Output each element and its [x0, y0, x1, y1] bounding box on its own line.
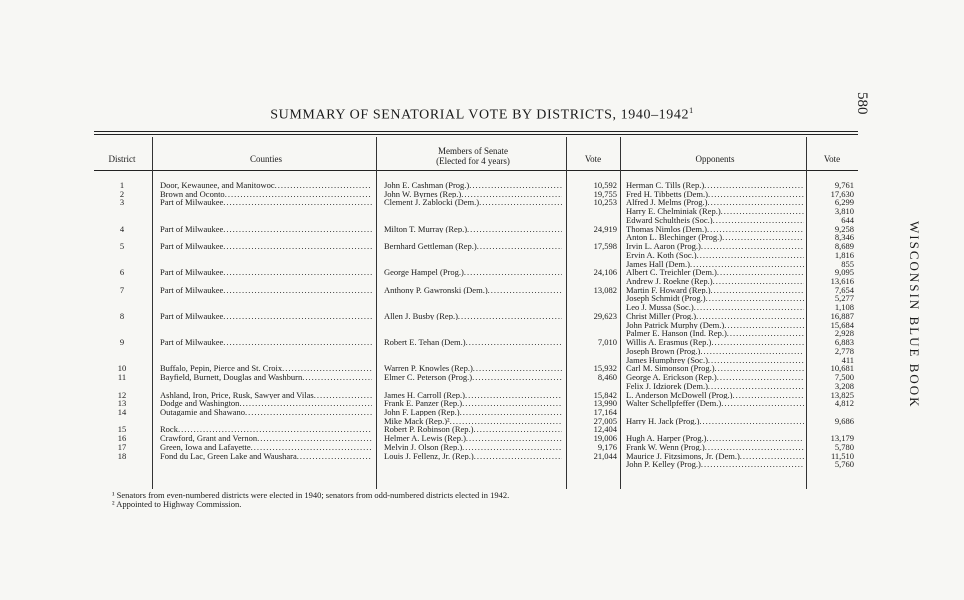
counties-cell-text: Crawford, Grant and Vernon: [160, 434, 258, 443]
counties-cell: [160, 443, 372, 452]
senator-cell: [384, 242, 562, 251]
senator-vote: 19,006: [593, 433, 617, 444]
senator-vote: 12,404: [593, 424, 617, 435]
dot-leader: [474, 452, 562, 461]
senator-vote: 13,082: [593, 284, 617, 295]
dot-leader: [696, 312, 804, 321]
opponent-cell: [626, 356, 804, 365]
counties-cell-text: Outagamie and Shawano: [160, 407, 245, 417]
opponent-cell-text: Albert C. Treichler (Dem.): [626, 268, 717, 277]
header-rule: [94, 170, 858, 171]
column-divider: [152, 137, 153, 489]
senator-cell-text: Allen J. Busby (Rep.): [384, 311, 458, 321]
dot-leader: [461, 190, 562, 199]
opponent-cell-text: Joseph Brown (Prog.): [626, 346, 701, 356]
district-number: 13: [117, 398, 127, 409]
dot-leader: [717, 373, 804, 382]
opponent-cell-text: Anton L. Blechinger (Prog.): [626, 233, 723, 242]
opponent-cell-text: Alfred J. Melms (Prog.): [626, 198, 708, 207]
opponent-cell-text: George A. Erickson (Rep.): [626, 373, 717, 382]
dot-leader: [223, 312, 372, 321]
dot-leader: [479, 198, 562, 207]
opponent-cell-text: Willis A. Erasmus (Rep.): [626, 338, 712, 347]
counties-cell: [160, 408, 372, 417]
counties-cell-text: Door, Kewaunee, and Manitowoc: [160, 181, 275, 190]
opponent-vote: 15,684: [830, 319, 854, 330]
senator-cell-text: James H. Carroll (Rep.): [384, 390, 465, 400]
senator-cell-text: Melvin J. Olson (Rep.): [384, 442, 463, 452]
senator-vote: 8,460: [597, 372, 617, 383]
opponent-cell: [626, 399, 804, 408]
dot-leader: [722, 233, 804, 242]
senator-vote: 10,253: [593, 197, 617, 208]
dot-leader: [450, 417, 562, 426]
district-number: 16: [117, 433, 127, 444]
dot-leader: [707, 434, 805, 443]
district-number: 17: [117, 441, 127, 452]
opponent-vote: 2,928: [834, 328, 854, 339]
counties-cell: [160, 268, 372, 277]
counties-cell-text: Part of Milwaukee: [160, 224, 224, 234]
opponent-cell: [626, 181, 804, 190]
senator-cell: [384, 364, 562, 373]
opponent-vote: 17,630: [830, 188, 854, 199]
opponent-cell: [626, 207, 804, 216]
senator-cell-text: Elmer C. Peterson (Prog.): [384, 373, 473, 382]
senator-vote: 24,919: [593, 223, 617, 234]
opponent-cell-text: Thomas Nimlos (Dem.): [626, 224, 707, 234]
opponent-cell-text: John P. Kelley (Prog.): [626, 460, 701, 469]
dot-leader: [727, 329, 804, 338]
counties-cell: [160, 399, 372, 408]
opponent-vote: 9,095: [834, 267, 854, 278]
senator-cell-text: Robert E. Tehan (Dem.): [384, 338, 466, 347]
dot-leader: [473, 364, 562, 373]
opponent-vote: 5,277: [834, 293, 854, 304]
opponent-cell: [626, 434, 804, 443]
dot-leader: [713, 216, 804, 225]
opponent-cell-text: Ervin A. Koth (Soc.): [626, 250, 697, 260]
counties-cell-text: Dodge and Washington: [160, 399, 240, 408]
senator-vote: 9,176: [597, 441, 617, 452]
opponent-cell: [626, 321, 804, 330]
counties-cell-text: Part of Milwaukee: [160, 311, 224, 321]
dot-leader: [282, 364, 372, 373]
opponent-cell: [626, 225, 804, 234]
counties-cell: [160, 312, 372, 321]
dot-leader: [467, 225, 562, 234]
district-number: 4: [119, 223, 125, 234]
senator-vote: 13,990: [593, 398, 617, 409]
district-number: 7: [119, 284, 125, 295]
title-text: SUMMARY OF SENATORIAL VOTE BY DISTRICTS, 1940–1942: [270, 107, 690, 123]
dot-leader: [488, 286, 562, 295]
counties-cell-text: Part of Milwaukee: [160, 338, 224, 347]
district-number: 6: [119, 267, 125, 278]
dot-leader: [708, 382, 804, 391]
senator-vote: 24,106: [593, 267, 617, 278]
dot-leader: [466, 434, 562, 443]
dot-leader: [251, 443, 372, 452]
dot-leader: [225, 190, 372, 199]
top-rule-2: [94, 134, 858, 135]
opponent-vote: 1,816: [834, 249, 854, 260]
opponent-cell: [626, 303, 804, 312]
counties-cell-text: Part of Milwaukee: [160, 268, 224, 277]
dot-leader: [704, 181, 804, 190]
counties-cell-text: Part of Milwaukee: [160, 285, 224, 295]
footnote-2: ² Appointed to Highway Commission.: [112, 499, 242, 509]
opponent-cell: [626, 329, 804, 338]
senator-cell-text: Bernhard Gettleman (Rep.): [384, 242, 477, 251]
counties-cell-text: Brown and Oconto: [160, 189, 225, 199]
dot-leader: [711, 286, 804, 295]
senator-cell-text: Anthony P. Gawronski (Dem.): [384, 285, 488, 295]
senator-cell-text: Warren P. Knowles (Rep.): [384, 364, 473, 373]
opponent-vote: 644: [841, 214, 854, 225]
dot-leader: [705, 443, 804, 452]
counties-cell: [160, 242, 372, 251]
senator-cell: [384, 286, 562, 295]
opponent-vote: 9,258: [834, 223, 854, 234]
opponent-cell-text: Carl M. Simonson (Prog.): [626, 364, 715, 373]
dot-leader: [464, 268, 562, 277]
dot-leader: [460, 408, 562, 417]
dot-leader: [694, 303, 804, 312]
senator-vote: 19,755: [593, 188, 617, 199]
district-number: 8: [119, 310, 125, 321]
column-divider: [376, 137, 377, 489]
district-number: 15: [117, 424, 127, 435]
opponent-cell: [626, 233, 804, 242]
senator-cell: [384, 268, 562, 277]
dot-leader: [713, 277, 804, 286]
running-side-title: WISCONSIN BLUE BOOK: [907, 221, 922, 409]
senator-vote: 7,010: [597, 337, 617, 348]
dot-leader: [706, 294, 804, 303]
column-divider: [620, 137, 621, 489]
senator-vote: 17,598: [593, 241, 617, 252]
dot-leader: [223, 198, 372, 207]
opponent-cell: [626, 242, 804, 251]
dot-leader: [740, 452, 804, 461]
opponent-vote: 6,883: [834, 337, 854, 348]
header-members-line2: (Elected for 4 years): [436, 156, 510, 166]
opponent-cell: [626, 452, 804, 461]
dot-leader: [699, 417, 804, 426]
dot-leader: [223, 225, 372, 234]
opponent-cell-text: Felix J. Idziorek (Dem.): [626, 381, 708, 391]
opponent-cell-text: Leo J. Mussa (Soc.): [626, 303, 694, 312]
counties-cell-text: Rock: [160, 425, 178, 434]
opponent-cell-text: Fred H. Tibbetts (Dem.): [626, 189, 708, 199]
counties-cell: [160, 181, 372, 190]
senator-cell-text: John E. Cashman (Prog.): [384, 181, 470, 190]
dot-leader: [239, 399, 372, 408]
senator-cell-text: Robert P. Robinson (Rep.): [384, 425, 474, 434]
opponent-vote: 6,299: [834, 197, 854, 208]
opponent-vote: 855: [841, 258, 854, 269]
district-number: 12: [117, 389, 127, 400]
senator-cell: [384, 443, 562, 452]
dot-leader: [690, 260, 804, 269]
opponent-cell: [626, 443, 804, 452]
opponent-cell-text: Palmer E. Hanson (Ind. Rep.): [626, 329, 727, 338]
counties-cell: [160, 286, 372, 295]
counties-cell-text: Fond du Lac, Green Lake and Waushara: [160, 451, 297, 461]
senator-cell-text: Clement J. Zablocki (Dem.): [384, 198, 480, 207]
counties-cell-text: Bayfield, Burnett, Douglas and Washburn: [160, 373, 303, 382]
senator-vote: 15,932: [593, 363, 617, 374]
opponent-cell-text: Joseph Schmidt (Prog.): [626, 294, 706, 303]
opponent-vote: 5,760: [834, 459, 854, 470]
opponent-cell: [626, 373, 804, 382]
senator-cell-text: Louis J. Fellenz, Jr. (Rep.): [384, 451, 474, 461]
header-opponents: Opponents: [695, 154, 735, 164]
dot-leader: [472, 373, 562, 382]
opponent-vote: 2,778: [834, 345, 854, 356]
district-number: 1: [119, 180, 125, 190]
dot-leader: [178, 425, 372, 434]
dot-leader: [314, 391, 372, 400]
opponent-cell: [626, 312, 804, 321]
opponent-cell-text: Harry H. Jack (Prog.): [626, 416, 700, 426]
header-counties: Counties: [249, 154, 282, 164]
opponent-vote: 9,686: [834, 415, 854, 426]
opponent-vote: 16,887: [830, 310, 854, 321]
dot-leader: [697, 251, 804, 260]
senator-cell: [384, 198, 562, 207]
senator-cell-text: John F. Lappen (Rep.): [384, 407, 460, 417]
district-number: 11: [117, 372, 127, 383]
header-members-line1: Members of Senate: [438, 146, 508, 156]
opponent-vote: 8,689: [834, 241, 854, 252]
header-opp-vote: Vote: [823, 154, 841, 164]
senator-vote: 10,592: [593, 180, 617, 190]
dot-leader: [223, 268, 372, 277]
opponent-cell: [626, 294, 804, 303]
counties-cell-text: Part of Milwaukee: [160, 242, 224, 251]
opponent-cell: [626, 417, 804, 426]
counties-cell: [160, 373, 372, 382]
opponent-vote: 8,346: [834, 232, 854, 243]
senator-vote: 17,164: [593, 406, 617, 417]
opponent-vote: 13,616: [830, 276, 854, 287]
opponent-cell-text: Frank W. Wenn (Prog.): [626, 442, 705, 452]
senator-vote: 29,623: [593, 310, 617, 321]
senator-cell: [384, 408, 562, 417]
dot-leader: [474, 425, 563, 434]
page-number: 580: [854, 92, 870, 115]
opponent-cell: [626, 338, 804, 347]
counties-cell-text: Buffalo, Pepin, Pierce and St. Croix: [160, 364, 283, 373]
dot-leader: [223, 242, 372, 251]
dot-leader: [707, 198, 804, 207]
opponent-vote: 4,812: [834, 398, 854, 409]
dot-leader: [257, 434, 372, 443]
dot-leader: [302, 373, 372, 382]
counties-cell: [160, 434, 372, 443]
opponent-cell-text: Andrew J. Roekne (Rep.): [626, 277, 713, 286]
counties-cell: [160, 391, 372, 400]
opponent-vote: 7,500: [834, 372, 854, 383]
counties-cell: [160, 425, 372, 434]
dot-leader: [701, 460, 804, 469]
counties-cell-text: Ashland, Iron, Price, Rusk, Sawyer and Vilas: [160, 390, 314, 400]
dot-leader: [715, 364, 804, 373]
dot-leader: [732, 391, 804, 400]
opponent-vote: 13,179: [830, 433, 854, 444]
counties-cell: [160, 452, 372, 461]
dot-leader: [701, 242, 804, 251]
senator-cell-text: Mike Mack (Rep.)²: [384, 416, 450, 426]
counties-cell: [160, 338, 372, 347]
opponent-cell-text: Christ Miller (Prog.): [626, 311, 697, 321]
dot-leader: [245, 408, 372, 417]
opponent-vote: 10,681: [830, 363, 854, 374]
header-members: [384, 146, 562, 166]
senator-cell: [384, 425, 562, 434]
opponent-cell-text: Edward Schultheis (Soc.): [626, 215, 713, 225]
opponent-cell-text: Hugh A. Harper (Prog.): [626, 434, 707, 443]
opponent-cell: [626, 251, 804, 260]
counties-cell: [160, 198, 372, 207]
senator-cell: [384, 373, 562, 382]
dot-leader: [223, 338, 372, 347]
district-number: 10: [117, 363, 127, 374]
opponent-cell: [626, 277, 804, 286]
district-number: 14: [117, 406, 127, 417]
dot-leader: [223, 286, 372, 295]
counties-cell: [160, 225, 372, 234]
opponent-vote: 3,810: [834, 206, 854, 217]
dot-leader: [477, 242, 562, 251]
counties-cell-text: Green, Iowa and Lafayette: [160, 442, 251, 452]
opponent-cell: [626, 268, 804, 277]
opponent-vote: 9,761: [834, 180, 854, 190]
header-district: District: [108, 154, 136, 164]
counties-cell-text: Part of Milwaukee: [160, 198, 224, 207]
senator-cell-text: George Hampel (Prog.): [384, 268, 464, 277]
dot-leader: [721, 207, 804, 216]
senator-cell: [384, 338, 562, 347]
senator-cell: [384, 181, 562, 190]
opponent-cell-text: L. Anderson McDowell (Prog.): [626, 390, 733, 400]
senator-cell-text: Milton T. Murray (Rep.): [384, 224, 468, 234]
opponent-cell: [626, 460, 804, 469]
opponent-cell: [626, 198, 804, 207]
district-number: 3: [119, 197, 125, 208]
district-number: 5: [119, 241, 125, 252]
page-title: [0, 106, 964, 124]
opponent-cell: [626, 347, 804, 356]
senator-cell: [384, 225, 562, 234]
opponent-vote: 1,108: [834, 302, 854, 313]
dot-leader: [466, 338, 562, 347]
senator-cell: [384, 452, 562, 461]
opponent-cell-text: Herman C. Tills (Rep.): [626, 181, 705, 190]
senator-cell-text: Frank E. Panzer (Rep.): [384, 399, 463, 408]
senator-cell: [384, 399, 562, 408]
senator-vote: 15,842: [593, 389, 617, 400]
dot-leader: [724, 321, 804, 330]
senator-cell-text: John W. Byrnes (Rep.): [384, 189, 462, 199]
opponent-cell-text: Maurice J. Fitzsimons, Jr. (Dem.): [626, 451, 740, 461]
dot-leader: [708, 190, 804, 199]
footnote-1: ¹ Senators from even-numbered districts were elected in 1940; senators from odd-numbered districts elected in 1942.: [112, 490, 510, 500]
senator-cell-text: Helmer A. Lewis (Rep.): [384, 434, 466, 443]
opponent-cell: [626, 391, 804, 400]
dot-leader: [469, 181, 562, 190]
opponent-cell-text: John Patrick Murphy (Dem.): [626, 320, 725, 330]
district-number: 18: [117, 450, 127, 461]
dot-leader: [708, 356, 804, 365]
senator-cell: [384, 391, 562, 400]
dot-leader: [275, 181, 372, 190]
dot-leader: [462, 443, 562, 452]
opponent-cell: [626, 216, 804, 225]
dot-leader: [462, 399, 562, 408]
counties-cell: [160, 364, 372, 373]
opponent-cell: [626, 382, 804, 391]
opponent-cell-text: Harry E. Chelminiak (Rep.): [626, 207, 721, 216]
opponent-cell: [626, 260, 804, 269]
dot-leader: [297, 452, 372, 461]
opponent-cell-text: James Humphrey (Soc.): [626, 355, 708, 365]
dot-leader: [721, 399, 804, 408]
counties-cell: [160, 190, 372, 199]
dot-leader: [458, 312, 562, 321]
dot-leader: [465, 391, 562, 400]
opponent-vote: 411: [841, 354, 854, 365]
opponent-vote: 11,510: [830, 450, 854, 461]
opponent-cell-text: Walter Schellpfeffer (Dem.): [626, 399, 722, 408]
opponent-cell-text: Martin F. Howard (Rep.): [626, 285, 711, 295]
opponent-vote: 7,654: [834, 284, 854, 295]
district-number: 9: [119, 337, 125, 348]
senator-cell: [384, 190, 562, 199]
senator-vote: 21,044: [593, 450, 617, 461]
top-rule: [94, 131, 858, 132]
title-footnote-marker: 1: [689, 106, 694, 115]
opponent-cell-text: Irvin L. Aaron (Prog.): [626, 242, 701, 251]
dot-leader: [707, 225, 804, 234]
opponent-cell: [626, 364, 804, 373]
dot-leader: [700, 347, 804, 356]
opponent-cell: [626, 286, 804, 295]
senator-cell: [384, 434, 562, 443]
senator-cell: [384, 312, 562, 321]
opponent-vote: 5,780: [834, 441, 854, 452]
opponent-vote: 3,208: [834, 380, 854, 391]
opponent-vote: 13,825: [830, 389, 854, 400]
dot-leader: [717, 268, 804, 277]
header-vote: Vote: [584, 154, 602, 164]
dot-leader: [711, 338, 804, 347]
senator-vote: 27,005: [593, 415, 617, 426]
opponent-cell-text: James Hall (Dem.): [626, 259, 690, 269]
opponent-cell: [626, 190, 804, 199]
senator-cell: [384, 417, 562, 426]
district-number: 2: [119, 188, 125, 199]
